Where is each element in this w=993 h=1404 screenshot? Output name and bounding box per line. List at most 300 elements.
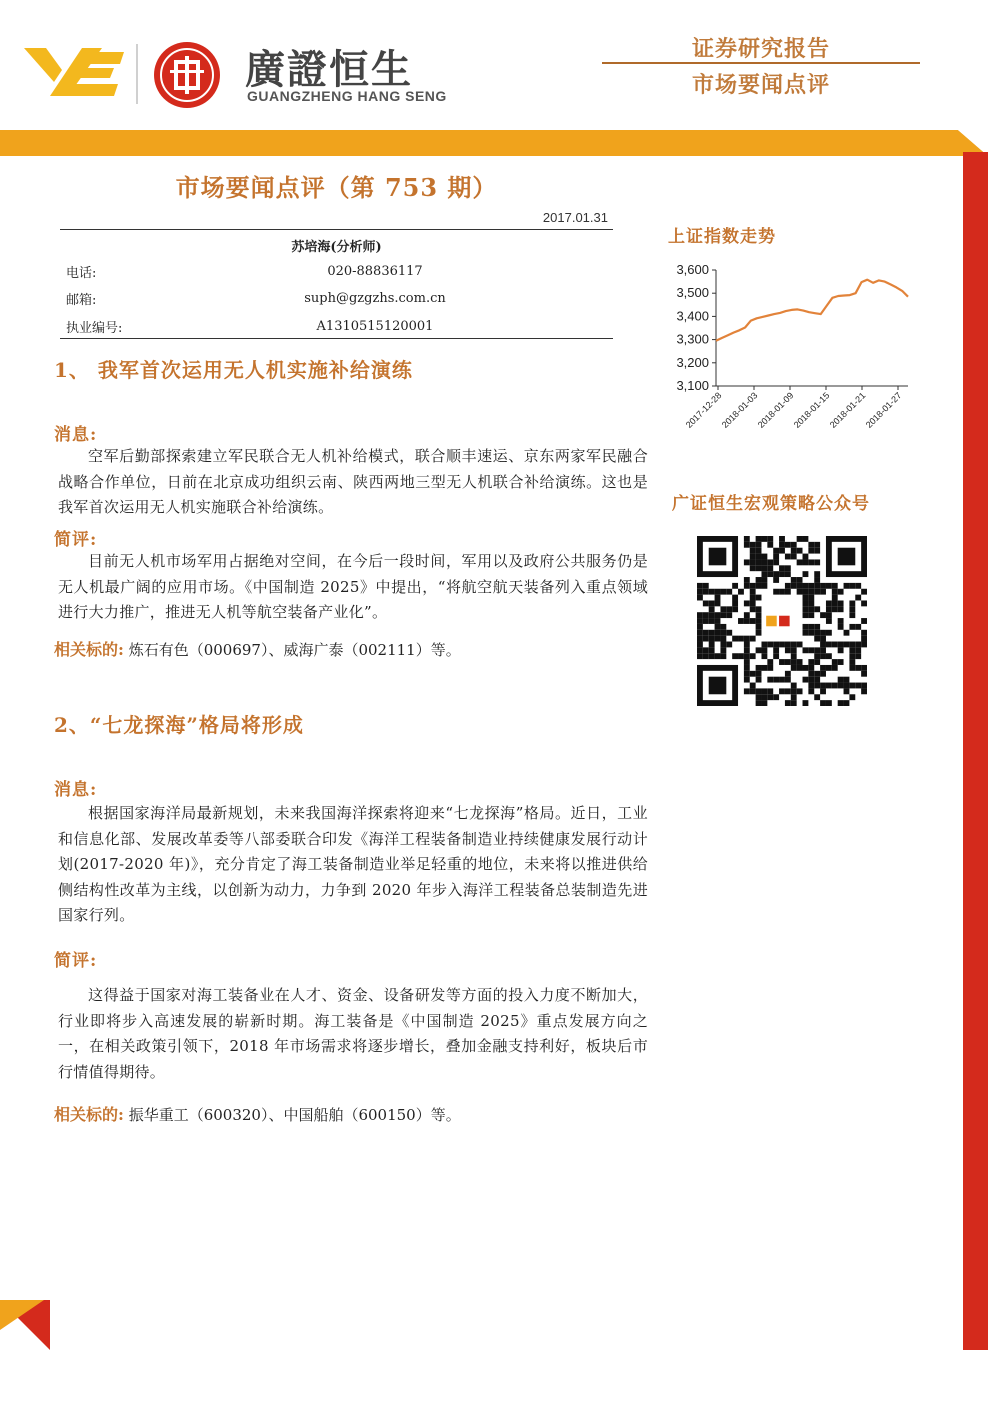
- qr-module: [814, 542, 820, 548]
- qr-module: [855, 642, 861, 648]
- qr-module: [844, 683, 850, 689]
- qr-module: [773, 677, 779, 683]
- qr-module: [756, 565, 762, 571]
- qr-module: [861, 665, 867, 671]
- qr-module: [720, 647, 726, 653]
- qr-module: [803, 624, 809, 630]
- qr-module: [832, 659, 838, 665]
- qr-module: [726, 606, 732, 612]
- qr-module: [803, 677, 809, 683]
- qr-module: [838, 659, 844, 665]
- qr-module: [726, 642, 732, 648]
- qr-module: [820, 636, 826, 642]
- qr-module: [814, 636, 820, 642]
- qr-module: [855, 683, 861, 689]
- qr-finder-inner: [709, 548, 727, 566]
- section-2-comment-label: 简评:: [54, 951, 98, 971]
- qr-module: [838, 589, 844, 595]
- qr-module: [773, 559, 779, 565]
- qr-module: [767, 688, 773, 694]
- qr-module: [849, 683, 855, 689]
- qr-module: [732, 636, 738, 642]
- qr-module: [849, 612, 855, 618]
- qr-module: [814, 548, 820, 554]
- qr-module: [791, 577, 797, 583]
- qr-module: [797, 548, 803, 554]
- qr-module: [808, 665, 814, 671]
- qr-module: [814, 589, 820, 595]
- qr-module: [773, 577, 779, 583]
- qr-module: [861, 688, 867, 694]
- qr-module: [803, 647, 809, 653]
- qr-module: [838, 642, 844, 648]
- qr-module: [750, 548, 756, 554]
- qr-module: [832, 665, 838, 671]
- qr-module: [785, 565, 791, 571]
- y-tick-label: 3,600: [676, 262, 709, 277]
- qr-module: [808, 659, 814, 665]
- qr-module: [844, 630, 850, 636]
- qr-module: [756, 624, 762, 630]
- qr-module: [697, 636, 703, 642]
- qr-module: [756, 554, 762, 560]
- qr-module: [814, 583, 820, 589]
- qr-module: [808, 559, 814, 565]
- qr-module: [767, 694, 773, 700]
- qr-module: [855, 653, 861, 659]
- qr-module: [756, 542, 762, 548]
- qr-module: [808, 683, 814, 689]
- y-tick-label: 3,500: [676, 285, 709, 301]
- qr-module: [715, 589, 721, 595]
- qr-module: [773, 653, 779, 659]
- qr-module: [732, 600, 738, 606]
- brand-name-cn: 廣證恒生: [245, 47, 413, 93]
- qr-module: [756, 700, 762, 706]
- qr-module: [720, 630, 726, 636]
- qr-module: [803, 571, 809, 577]
- header-band: [0, 128, 993, 158]
- qr-module: [844, 688, 850, 694]
- qr-module: [832, 606, 838, 612]
- qr-module: [773, 647, 779, 653]
- qr-module: [861, 630, 867, 636]
- qr-module: [849, 624, 855, 630]
- qr-module: [826, 600, 832, 606]
- qr-module: [744, 653, 750, 659]
- qr-module: [838, 606, 844, 612]
- qr-module: [732, 653, 738, 659]
- qr-module: [756, 548, 762, 554]
- x-tick-label: 2017-12-28: [683, 390, 724, 430]
- qr-module: [744, 577, 750, 583]
- qr-module: [767, 565, 773, 571]
- qr-module: [785, 642, 791, 648]
- qr-module: [808, 606, 814, 612]
- qr-module: [779, 542, 785, 548]
- qr-module: [797, 583, 803, 589]
- section-2-related-stocks: 振华重工（600320）、中国船舶（600150）等。: [128, 1106, 461, 1124]
- qr-module: [832, 683, 838, 689]
- qr-module: [861, 600, 867, 606]
- qr-module: [814, 659, 820, 665]
- qr-module: [803, 600, 809, 606]
- qr-module: [791, 688, 797, 694]
- qr-module: [756, 647, 762, 653]
- qr-module: [761, 642, 767, 648]
- qr-module: [738, 636, 744, 642]
- qr-module: [826, 583, 832, 589]
- qr-module: [826, 642, 832, 648]
- qr-module: [785, 647, 791, 653]
- qr-module: [744, 636, 750, 642]
- qr-module: [861, 589, 867, 595]
- qr-module: [709, 642, 715, 648]
- qr-module: [779, 565, 785, 571]
- section-1-news: 空军后勤部探索建立军民联合无人机补给模式，联合顺丰速运、京东两家军民融合战略合作单位，日前在北京成功组织云南、陕西两地三型无人机联合补给演练。这也是我军首次运用无人机实施联合补给演练。: [58, 447, 648, 516]
- qr-module: [744, 677, 750, 683]
- qr-module: [785, 659, 791, 665]
- qr-module: [797, 688, 803, 694]
- qr-module: [703, 636, 709, 642]
- qr-module: [750, 583, 756, 589]
- qr-module: [744, 559, 750, 565]
- qr-module: [703, 647, 709, 653]
- qr-module: [849, 647, 855, 653]
- qr-module: [785, 571, 791, 577]
- qr-module: [703, 612, 709, 618]
- qr-module: [720, 612, 726, 618]
- qr-module: [732, 583, 738, 589]
- email-value[interactable]: suph@gzgzhs.com.cn: [304, 291, 446, 306]
- qr-module: [803, 583, 809, 589]
- x-tick-label: 2018-01-15: [791, 390, 832, 430]
- qr-module: [803, 595, 809, 601]
- qr-module: [791, 554, 797, 560]
- qr-module: [808, 630, 814, 636]
- qr-module: [773, 589, 779, 595]
- qr-module: [814, 606, 820, 612]
- qr-module: [814, 694, 820, 700]
- qr-module: [750, 589, 756, 595]
- qr-module: [849, 600, 855, 606]
- qr-module: [767, 659, 773, 665]
- qr-module: [767, 665, 773, 671]
- qr-module: [761, 536, 767, 542]
- qr-module: [797, 577, 803, 583]
- qr-module: [820, 671, 826, 677]
- qr-module: [849, 583, 855, 589]
- qr-module: [808, 647, 814, 653]
- qr-module: [779, 659, 785, 665]
- qr-module: [750, 618, 756, 624]
- qr-module: [697, 642, 703, 648]
- section-2-related: [54, 1102, 461, 1125]
- qr-module: [803, 536, 809, 542]
- qr-module: [756, 665, 762, 671]
- qr-module: [750, 559, 756, 565]
- qr-module: [820, 665, 826, 671]
- qr-module: [797, 659, 803, 665]
- qr-module: [826, 612, 832, 618]
- qr-module: [750, 542, 756, 548]
- qr-module: [849, 642, 855, 648]
- qr-module: [808, 542, 814, 548]
- ye-logo-icon: [24, 42, 124, 102]
- qr-module: [814, 559, 820, 565]
- qr-module: [756, 618, 762, 624]
- qr-module: [744, 665, 750, 671]
- qr-module: [791, 583, 797, 589]
- qr-module: [803, 559, 809, 565]
- qr-module: [761, 583, 767, 589]
- qr-module: [750, 671, 756, 677]
- qr-module: [820, 688, 826, 694]
- qr-module: [838, 624, 844, 630]
- qr-module: [814, 647, 820, 653]
- qr-module: [720, 606, 726, 612]
- qr-module: [761, 653, 767, 659]
- qr-module: [849, 665, 855, 671]
- qr-module: [756, 536, 762, 542]
- qr-module: [808, 600, 814, 606]
- qr-module: [744, 600, 750, 606]
- qr-module: [785, 554, 791, 560]
- y-tick-label: 3,100: [676, 378, 709, 393]
- qr-module: [709, 653, 715, 659]
- qr-module: [703, 630, 709, 636]
- qr-module: [779, 571, 785, 577]
- qr-module: [861, 671, 867, 677]
- report-date: 2017.01.31: [542, 210, 608, 225]
- y-tick-label: 3,200: [676, 354, 709, 370]
- qr-module: [814, 630, 820, 636]
- qr-module: [785, 583, 791, 589]
- qr-module: [709, 606, 715, 612]
- chart-title: 上证指数走势: [668, 227, 776, 247]
- qr-module: [861, 636, 867, 642]
- qr-module: [726, 612, 732, 618]
- section-1-related-stocks: 炼石有色（000697）、威海广泰（002111）等。: [128, 641, 461, 659]
- qr-module: [844, 700, 850, 706]
- qr-module: [838, 677, 844, 683]
- qr-module: [761, 571, 767, 577]
- license-value: A1310515120001: [316, 319, 434, 334]
- qr-module: [814, 624, 820, 630]
- qr-module: [756, 671, 762, 677]
- qr-module: [756, 694, 762, 700]
- qr-module: [791, 542, 797, 548]
- qr-module: [773, 642, 779, 648]
- qr-module: [791, 700, 797, 706]
- qr-module: [720, 589, 726, 595]
- qr-module: [808, 612, 814, 618]
- qr-center-logo-mark: [766, 616, 777, 627]
- qr-module: [838, 647, 844, 653]
- qr-module: [838, 618, 844, 624]
- qr-module: [791, 659, 797, 665]
- qr-center-logo-seal: [779, 616, 790, 627]
- qr-module: [779, 677, 785, 683]
- qr-module: [849, 694, 855, 700]
- section-2-news: 根据国家海洋局最新规划，未来我国海洋探索将迎来“七龙探海”格局。近日，工业和信息化部、发展改革委等八部委联合印发《海洋工程装备制造业持续健康发展行动计划(2017-2020 年)》，充分肯定了海工装备制造业举足轻重的地位，未来将以推进供给侧结构性改革为主线，以创新为动力，力争到 2020 年步入海洋工程装备总装制造先进国家行列。: [58, 804, 648, 924]
- qr-module: [855, 624, 861, 630]
- qr-module: [697, 624, 703, 630]
- qr-module: [732, 595, 738, 601]
- qr-module: [744, 688, 750, 694]
- qr-module: [779, 688, 785, 694]
- qr-module: [785, 688, 791, 694]
- y-tick-label: 3,300: [676, 331, 709, 347]
- qr-module: [767, 571, 773, 577]
- qr-module: [703, 589, 709, 595]
- qr-module: [709, 618, 715, 624]
- corner-decoration: [0, 1300, 50, 1350]
- qr-module: [820, 589, 826, 595]
- qr-module: [791, 653, 797, 659]
- qr-module: [832, 583, 838, 589]
- qr-module: [750, 554, 756, 560]
- qr-module: [826, 683, 832, 689]
- qr-module: [803, 630, 809, 636]
- qr-module: [715, 624, 721, 630]
- qr-module: [709, 630, 715, 636]
- meta-bottom-rule: [60, 338, 613, 339]
- qr-module: [744, 642, 750, 648]
- qr-module: [785, 677, 791, 683]
- qr-module: [744, 536, 750, 542]
- qr-module: [855, 595, 861, 601]
- qr-module: [838, 600, 844, 606]
- qr-module: [738, 653, 744, 659]
- qr-module: [797, 536, 803, 542]
- header-divider: [602, 62, 920, 64]
- qr-module: [832, 589, 838, 595]
- qr-module: [791, 683, 797, 689]
- side-red-bar: [963, 152, 988, 1350]
- wechat-qr-code-icon[interactable]: [697, 535, 867, 707]
- qr-module: [767, 642, 773, 648]
- qr-module: [814, 571, 820, 577]
- qr-module: [697, 595, 703, 601]
- qr-module: [756, 583, 762, 589]
- section-1-news-label: 消息:: [54, 425, 98, 445]
- qr-module: [785, 589, 791, 595]
- qr-module: [808, 677, 814, 683]
- qr-module: [826, 630, 832, 636]
- meta-top-rule: [60, 229, 613, 230]
- qr-module: [849, 606, 855, 612]
- x-tick-label: 2018-01-03: [719, 390, 760, 430]
- qr-module: [761, 665, 767, 671]
- qr-module: [773, 548, 779, 554]
- qr-module: [826, 653, 832, 659]
- qr-module: [773, 571, 779, 577]
- x-tick-label: 2018-01-27: [863, 390, 904, 430]
- qr-module: [791, 647, 797, 653]
- qr-module: [808, 624, 814, 630]
- qr-module: [750, 606, 756, 612]
- qr-module: [773, 694, 779, 700]
- qr-module: [744, 583, 750, 589]
- qr-module: [826, 606, 832, 612]
- qr-module: [744, 671, 750, 677]
- x-tick-label: 2018-01-21: [827, 390, 868, 430]
- qr-module: [761, 554, 767, 560]
- qr-module: [838, 683, 844, 689]
- qr-module: [791, 548, 797, 554]
- qr-module: [826, 665, 832, 671]
- qr-module: [703, 653, 709, 659]
- qr-module: [761, 694, 767, 700]
- qr-module: [744, 618, 750, 624]
- qr-module: [808, 595, 814, 601]
- qr-module: [720, 642, 726, 648]
- section-1-related-label: 相关标的:: [54, 640, 124, 659]
- qr-module: [697, 618, 703, 624]
- qr-module: [697, 612, 703, 618]
- qr-module: [697, 653, 703, 659]
- qr-module: [832, 595, 838, 601]
- qr-module: [808, 548, 814, 554]
- qr-module: [814, 677, 820, 683]
- qr-module: [808, 583, 814, 589]
- email-label: 邮箱:: [66, 293, 97, 308]
- qr-module: [761, 577, 767, 583]
- qr-module: [814, 653, 820, 659]
- qr-module: [814, 671, 820, 677]
- qr-module: [803, 554, 809, 560]
- qr-module: [715, 636, 721, 642]
- qr-module: [756, 688, 762, 694]
- qr-module: [808, 688, 814, 694]
- qr-module: [803, 612, 809, 618]
- qr-module: [750, 653, 756, 659]
- qr-module: [820, 700, 826, 706]
- guangzheng-seal-icon: [152, 40, 222, 110]
- qr-module: [849, 659, 855, 665]
- report-type: 证券研究报告: [691, 37, 830, 62]
- qr-module: [814, 577, 820, 583]
- qr-module: [797, 665, 803, 671]
- qr-module: [797, 642, 803, 648]
- qr-module: [820, 642, 826, 648]
- qr-module: [703, 583, 709, 589]
- qr-title: 广证恒生宏观策略公众号: [672, 494, 870, 514]
- qr-module: [720, 624, 726, 630]
- qr-module: [750, 683, 756, 689]
- report-series: 市场要闻点评: [691, 73, 830, 98]
- qr-module: [791, 642, 797, 648]
- qr-module: [761, 565, 767, 571]
- qr-module: [791, 665, 797, 671]
- qr-module: [715, 612, 721, 618]
- phone-value: 020-88836117: [327, 264, 423, 279]
- qr-module: [832, 642, 838, 648]
- qr-module: [750, 595, 756, 601]
- qr-module: [756, 559, 762, 565]
- qr-module: [844, 642, 850, 648]
- shanghai-index-chart: [660, 260, 910, 440]
- qr-module: [715, 595, 721, 601]
- qr-module: [820, 683, 826, 689]
- analyst-name: 苏培海(分析师): [291, 240, 382, 255]
- qr-module: [855, 647, 861, 653]
- qr-module: [767, 542, 773, 548]
- qr-module: [703, 600, 709, 606]
- qr-module: [767, 536, 773, 542]
- qr-module: [726, 589, 732, 595]
